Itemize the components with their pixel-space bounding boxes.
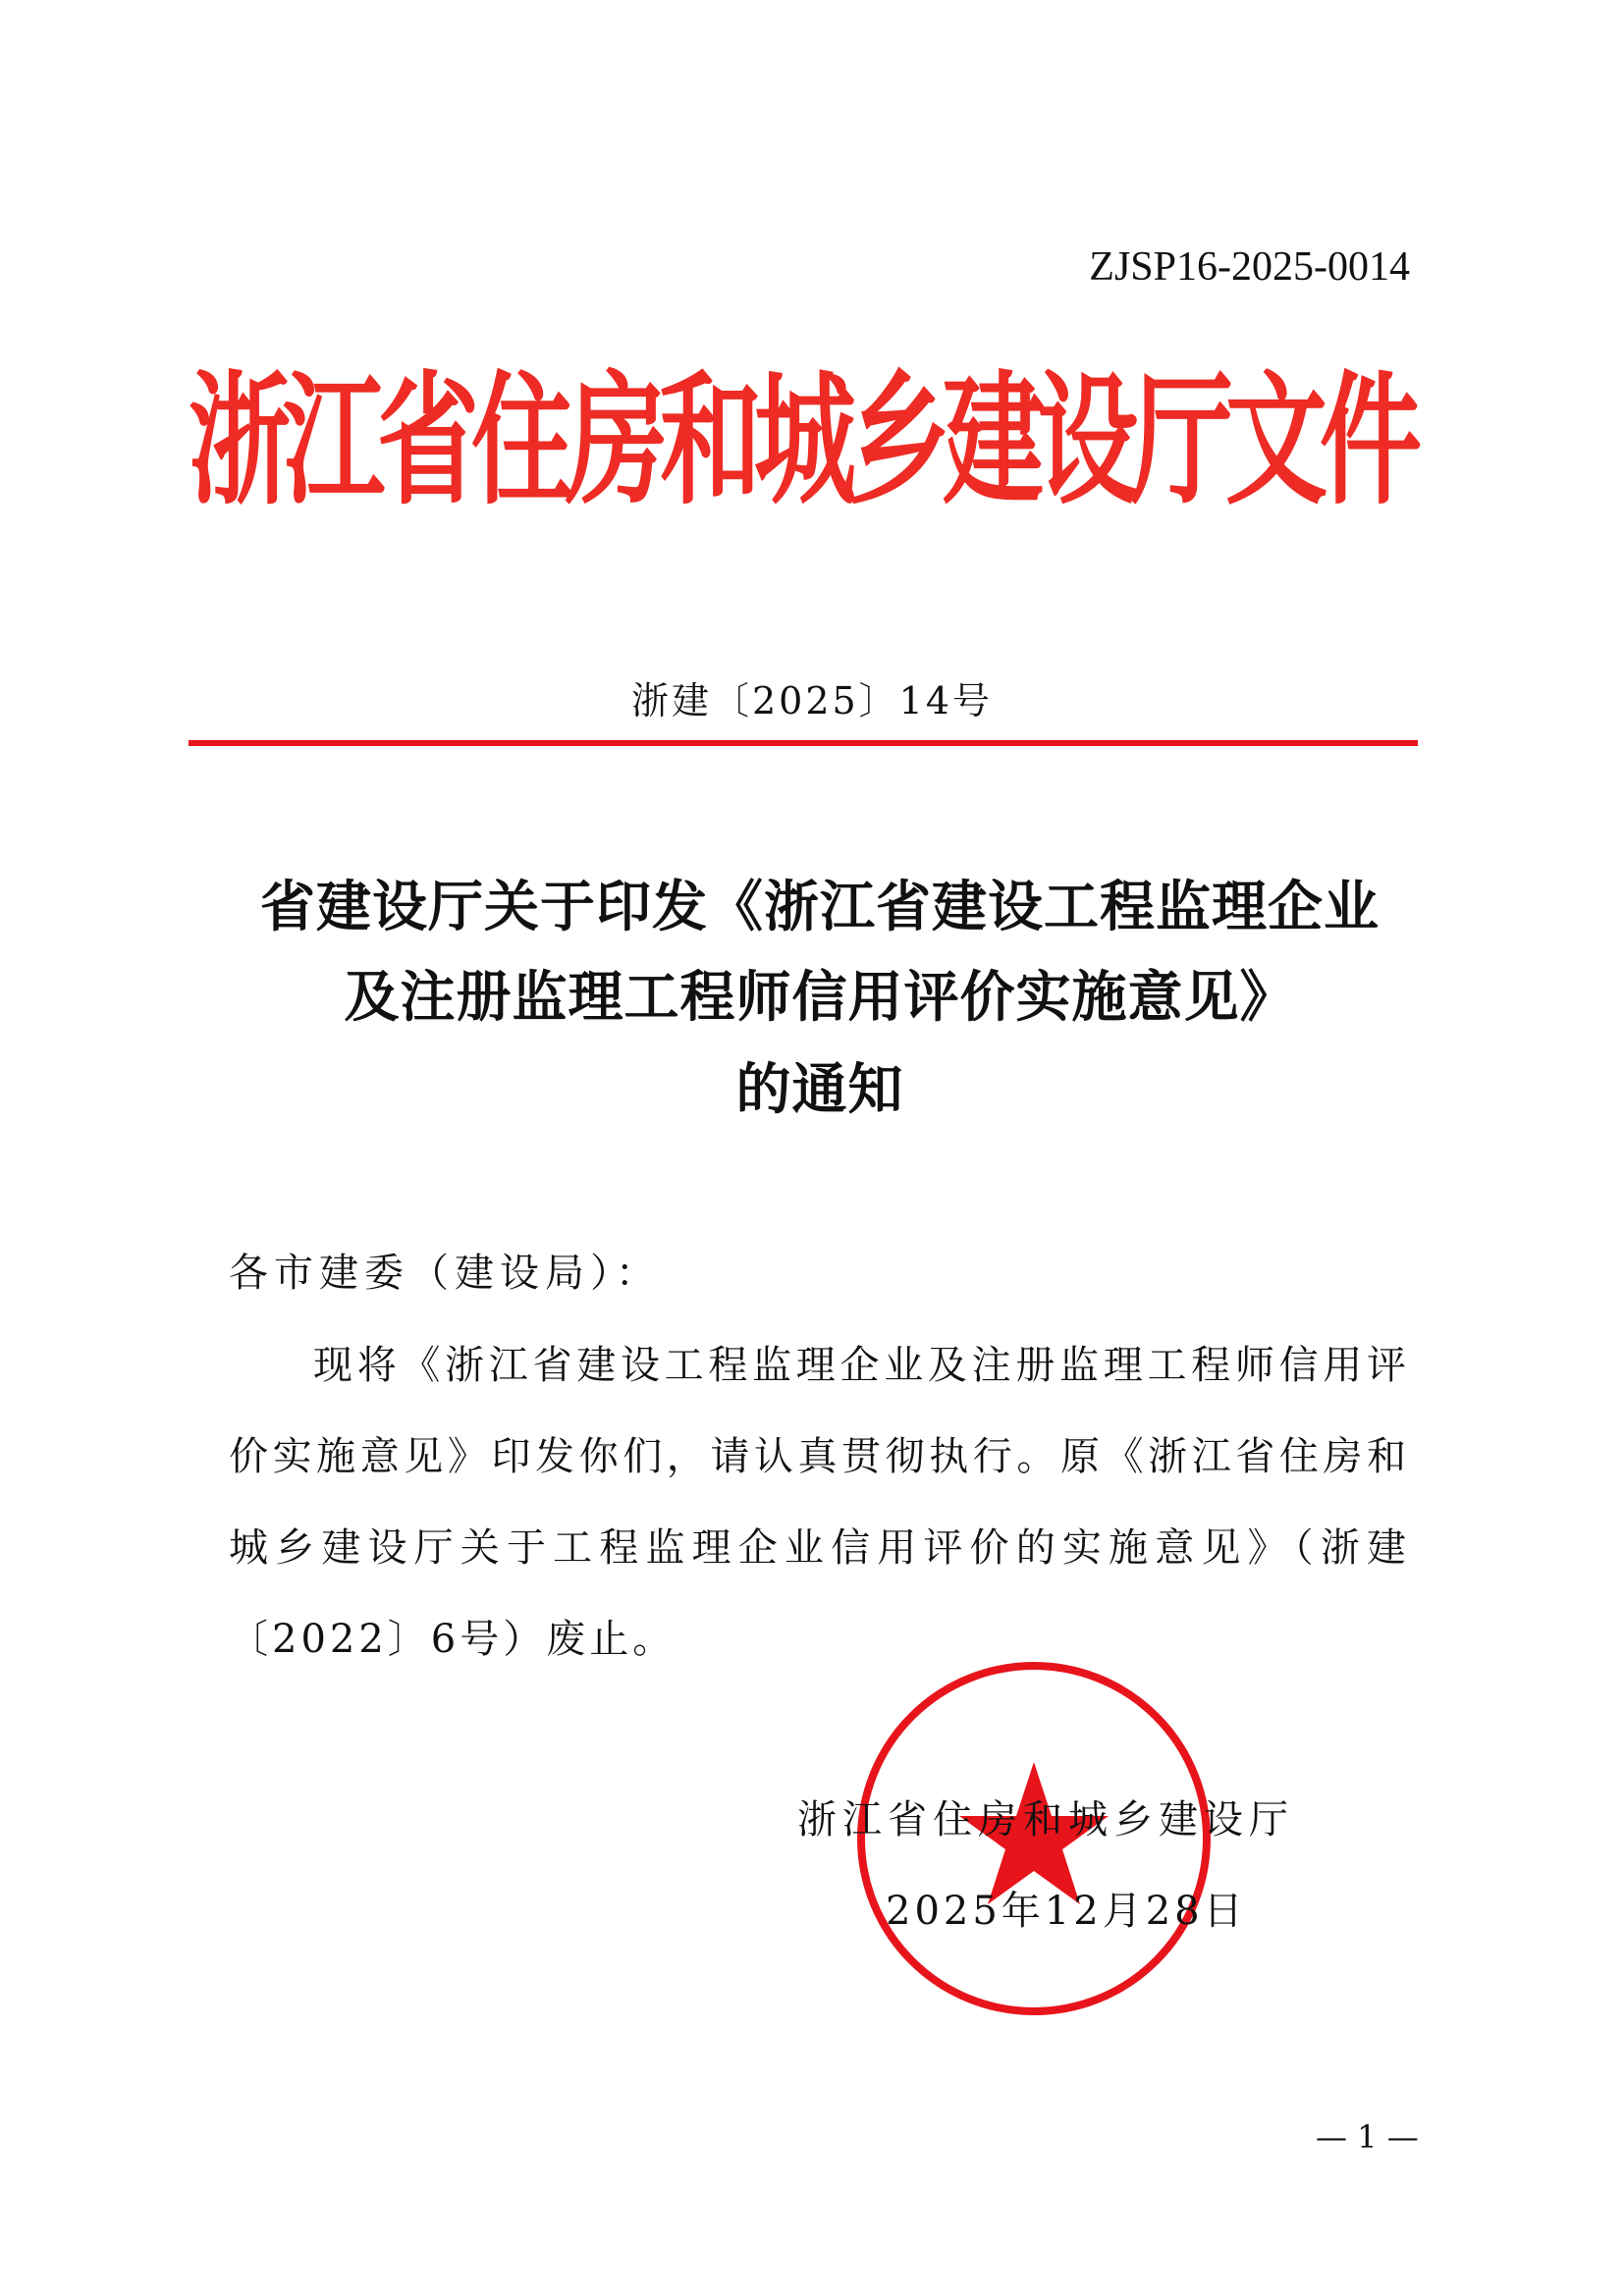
salutation: 各市建委（建设局）： xyxy=(229,1251,661,1296)
body-line: 现将《浙江省建设工程监理企业及注册监理工程师信用评 xyxy=(313,1343,1410,1388)
document-number: 浙建〔2025〕14号 xyxy=(630,679,994,722)
notice-title-line-3: 的通知 xyxy=(735,1057,904,1122)
page-number: — 1 — xyxy=(1316,2118,1419,2156)
issuer-red-header: 浙江省住房和城乡建设厅文件 xyxy=(189,356,1415,525)
notice-title-line-1: 省建设厅关于印发《浙江省建设工程监理企业 xyxy=(260,875,1380,939)
body-line: 价实施意见》印发你们，请认真贯彻执行。原《浙江省住房和 xyxy=(229,1434,1410,1479)
signature-date: 2025年12月28日 xyxy=(886,1889,1247,1934)
signature-organization: 浙江省住房和城乡建设厅 xyxy=(797,1797,1294,1842)
body-line: 〔2022〕6号）废止。 xyxy=(229,1617,677,1662)
red-divider-line xyxy=(189,740,1418,746)
document-code: ZJSP16-2025-0014 xyxy=(1089,244,1410,290)
body-line: 城乡建设厅关于工程监理企业信用评价的实施意见》（浙建 xyxy=(229,1525,1410,1571)
notice-title-line-2: 及注册监理工程师信用评价实施意见》 xyxy=(344,965,1296,1030)
